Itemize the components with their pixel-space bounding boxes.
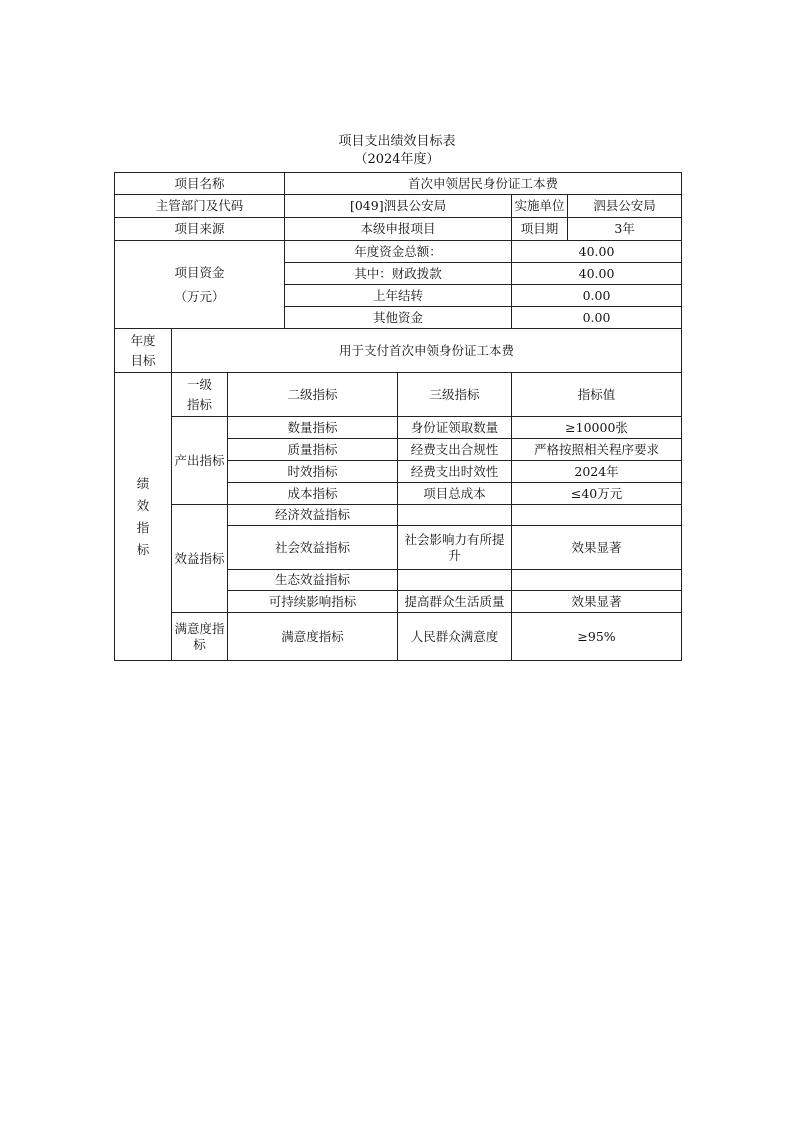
level3-cell: 经费支出合规性 [398, 439, 512, 461]
value-cell [512, 570, 682, 591]
value-cell: 效果显著 [512, 591, 682, 613]
dept-label: 主管部门及代码 [115, 195, 285, 218]
level2-cell: 质量指标 [228, 439, 398, 461]
indicator-section-char: 绩 [136, 475, 150, 491]
project-name-row [115, 173, 682, 195]
annual-goal-label-line2: 目标 [130, 352, 156, 368]
funds-item-label: 年度资金总额： [285, 241, 512, 263]
indicator-row [115, 417, 682, 439]
level2-cell: 可持续影响指标 [228, 591, 398, 613]
funds-item-value: 0.00 [512, 307, 682, 329]
annual-goal-text: 用于支付首次申领身份证工本费 [172, 329, 682, 373]
value-cell: ≥95% [512, 613, 682, 661]
source-label: 项目来源 [115, 218, 285, 241]
funds-item-label: 上年结转 [285, 285, 512, 307]
annual-goal-label [115, 329, 172, 373]
funds-label-line2: （万元） [174, 288, 225, 304]
value-cell: 2024年 [512, 461, 682, 483]
level3-cell: 项目总成本 [398, 483, 512, 505]
source-value: 本级申报项目 [285, 218, 512, 241]
level1-header [172, 373, 228, 417]
page-subtitle: （2024年度） [354, 152, 440, 167]
level2-header: 二级指标 [228, 373, 398, 417]
funds-label [115, 241, 285, 329]
indicator-row [115, 505, 682, 526]
project-name-value: 首次申领居民身份证工本费 [285, 173, 682, 195]
funds-item-label: 其他资金 [285, 307, 512, 329]
level3-cell: 提高群众生活质量 [398, 591, 512, 613]
value-cell [512, 505, 682, 526]
period-value: 3年 [568, 218, 682, 241]
value-cell: 效果显著 [512, 526, 682, 570]
output-indicator-label: 产出指标 [172, 417, 228, 505]
indicator-row [115, 613, 682, 661]
dept-value: [049]泗县公安局 [285, 195, 512, 218]
funds-item-value: 0.00 [512, 285, 682, 307]
level3-cell [398, 570, 512, 591]
value-cell: ≤40万元 [512, 483, 682, 505]
level2-cell: 生态效益指标 [228, 570, 398, 591]
period-label: 项目期 [512, 218, 568, 241]
page-title: 项目支出绩效目标表 [338, 134, 456, 149]
level1-header-line2: 指标 [186, 396, 212, 412]
level2-cell: 成本指标 [228, 483, 398, 505]
level3-cell [398, 505, 512, 526]
level2-cell: 经济效益指标 [228, 505, 398, 526]
funds-label-line1: 项目资金 [174, 264, 225, 280]
level3-cell: 身份证领取数量 [398, 417, 512, 439]
impl-value: 泗县公安局 [568, 195, 682, 218]
value-cell: 严格按照相关程序要求 [512, 439, 682, 461]
value-header: 指标值 [512, 373, 682, 417]
value-cell: ≥10000张 [512, 417, 682, 439]
funds-item-label: 其中：财政拨款 [285, 263, 512, 285]
level3-cell: 社会影响力有所提升 [398, 526, 512, 570]
impl-label: 实施单位 [512, 195, 568, 218]
level2-cell: 社会效益指标 [228, 526, 398, 570]
level1-header-line1: 一级 [186, 376, 212, 392]
level3-header: 三级指标 [398, 373, 512, 417]
annual-goal-label-line1: 年度 [130, 332, 156, 348]
indicator-header-row [115, 373, 682, 417]
source-row [115, 218, 682, 241]
dept-row [115, 195, 682, 218]
satisfaction-indicator-label: 满意度指标 [172, 613, 228, 661]
project-name-label: 项目名称 [115, 173, 285, 195]
level2-cell: 满意度指标 [228, 613, 398, 661]
funds-item-value: 40.00 [512, 263, 682, 285]
indicator-section-char: 效 [136, 497, 150, 513]
funds-row [115, 241, 682, 263]
indicator-section-label [115, 373, 172, 661]
funds-item-value: 40.00 [512, 241, 682, 263]
level2-cell: 数量指标 [228, 417, 398, 439]
level3-cell: 经费支出时效性 [398, 461, 512, 483]
benefit-indicator-label: 效益指标 [172, 505, 228, 613]
performance-goal-table [114, 172, 682, 661]
annual-goal-row [115, 329, 682, 373]
indicator-section-char: 标 [136, 541, 150, 557]
indicator-section-char: 指 [136, 519, 150, 535]
level3-cell: 人民群众满意度 [398, 613, 512, 661]
level2-cell: 时效指标 [228, 461, 398, 483]
